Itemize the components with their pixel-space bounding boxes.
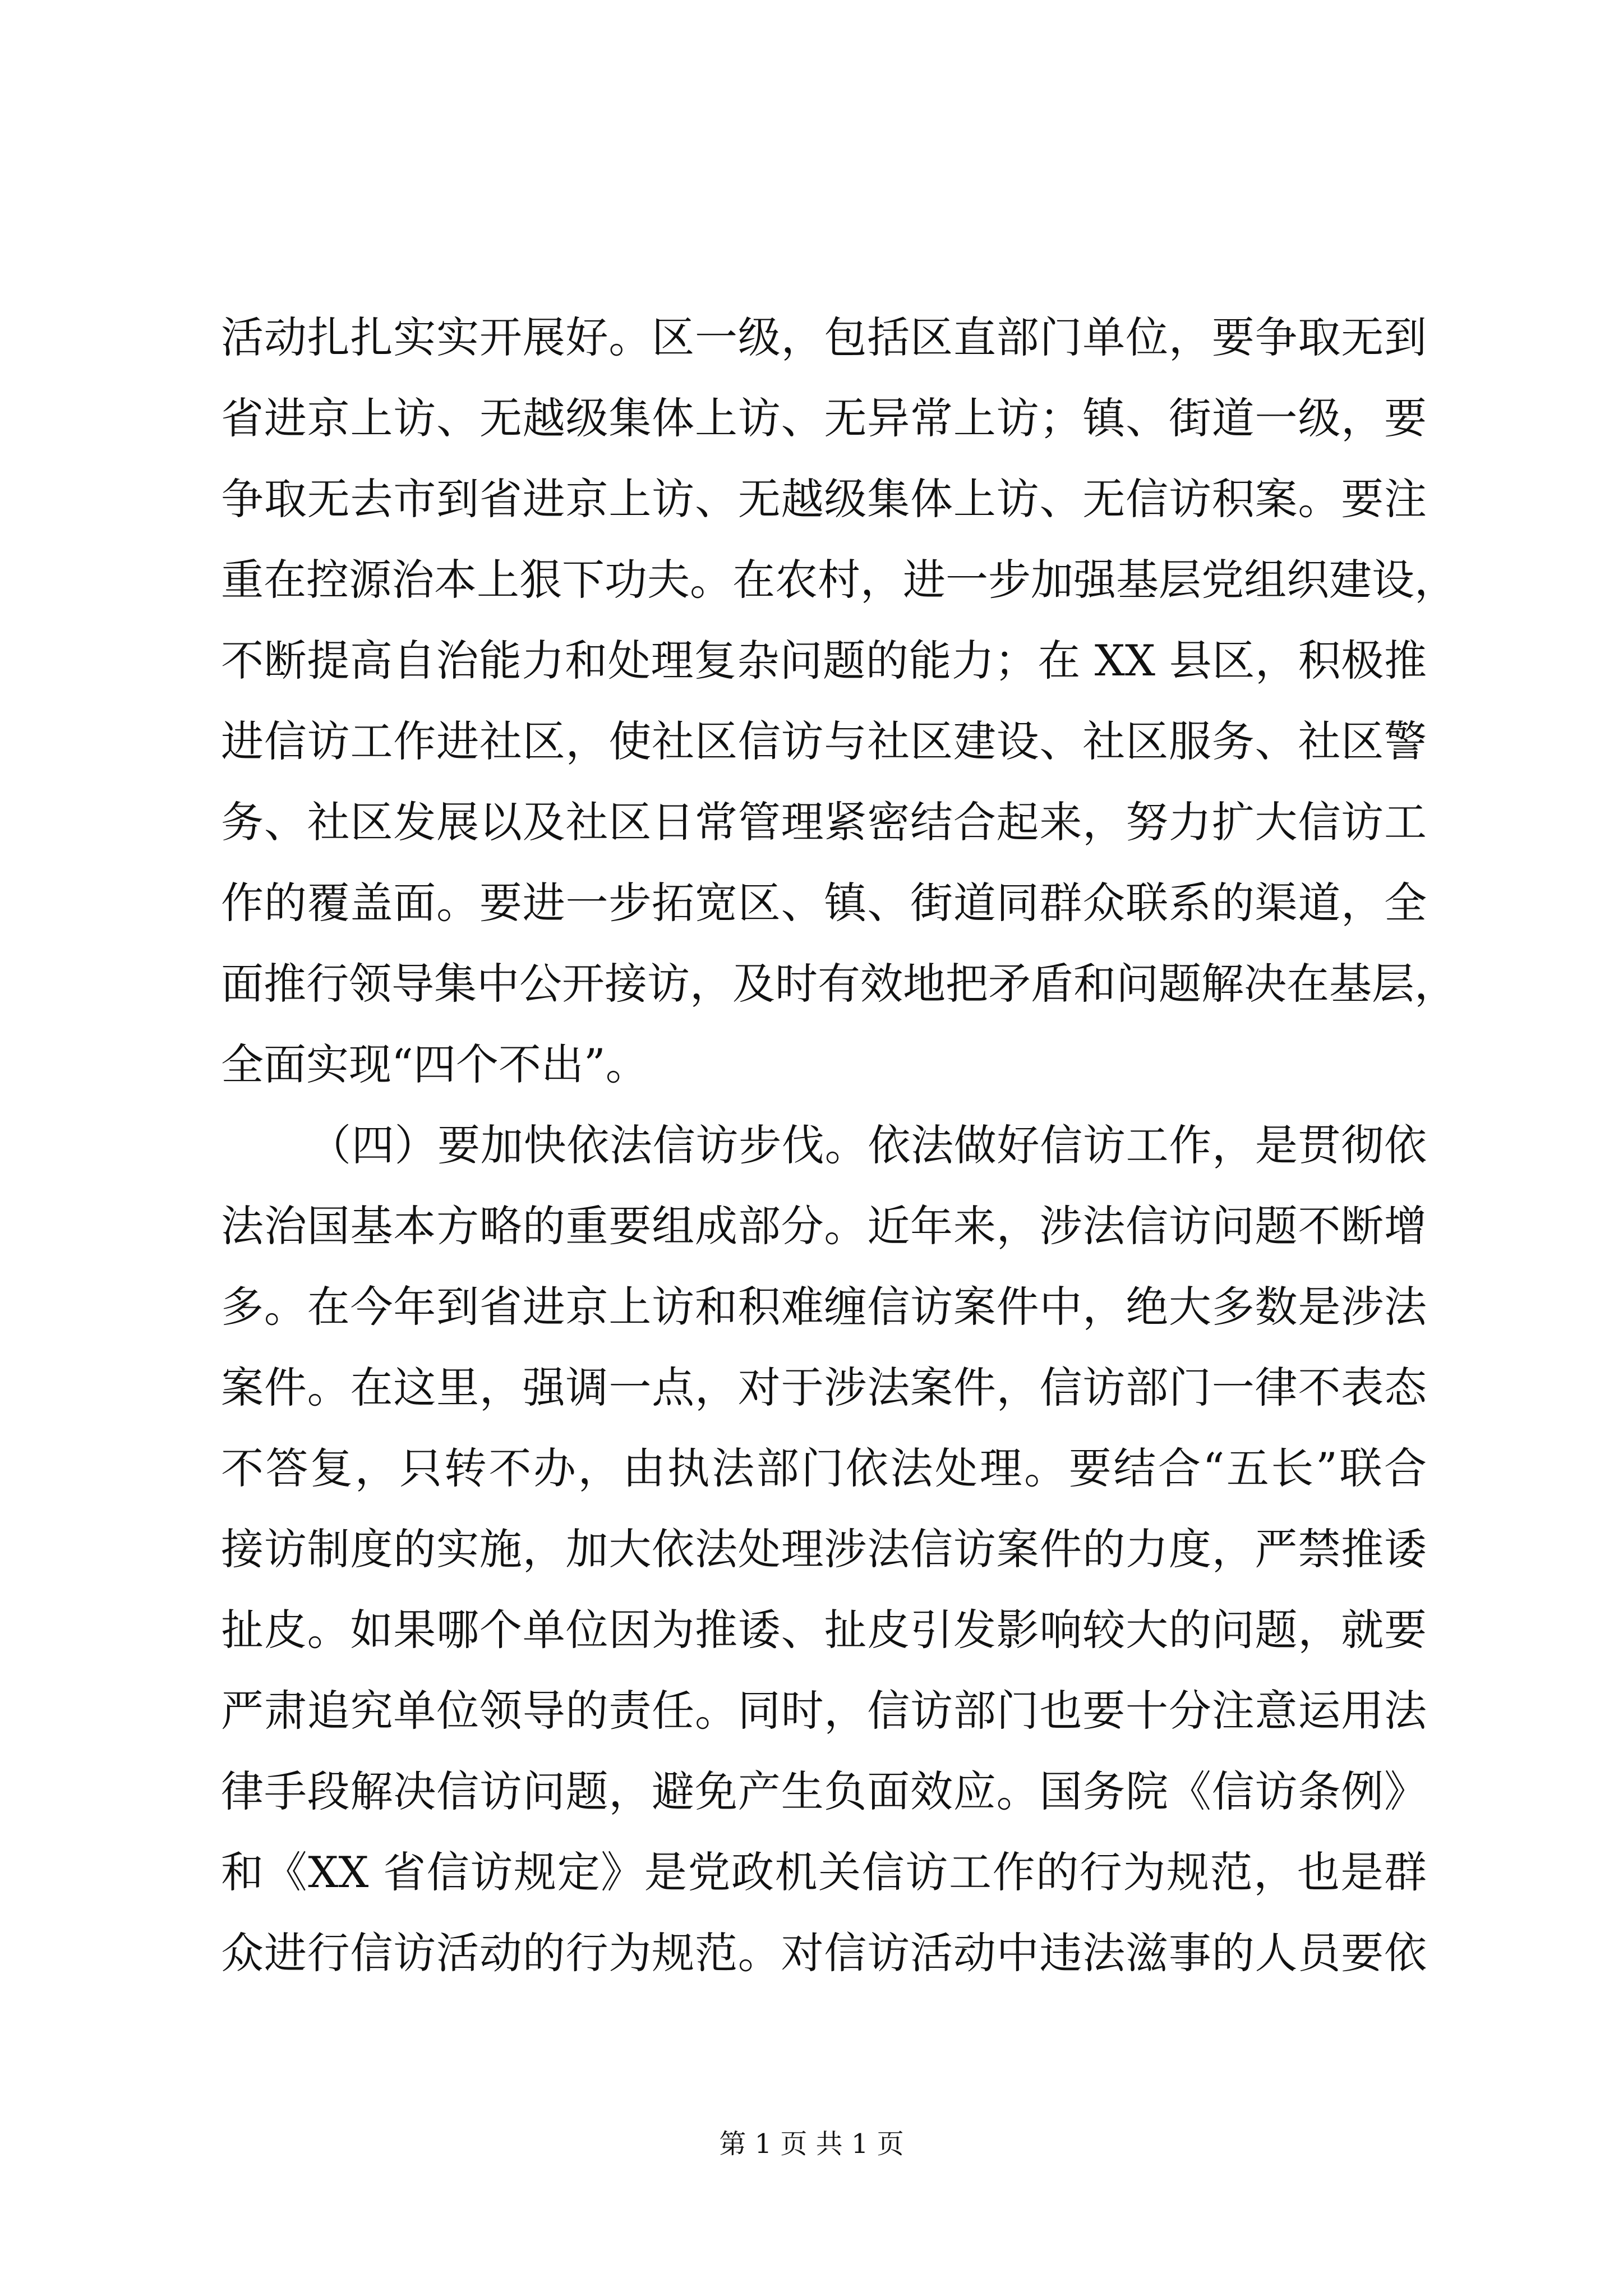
text-line: 面推行领导集中公开接访，及时有效地把矛盾和问题解决在基层， <box>221 959 1457 1009</box>
text-line: 作的覆盖面。要进一步拓宽区、镇、街道同群众联系的渠道，全 <box>221 878 1427 928</box>
section-heading-line: （四）要加快依法信访步伐。依法做好信访工作，是贯彻依 <box>308 1120 1427 1170</box>
text-line: 律手段解决信访问题，避免产生负面效应。国务院《信访条例》 <box>221 1766 1427 1816</box>
text-line: 扯皮。如果哪个单位因为推诿、扯皮引发影响较大的问题，就要 <box>221 1605 1427 1655</box>
text-line: 争取无去市到省进京上访、无越级集体上访、无信访积案。要注 <box>221 474 1427 524</box>
text-line: 接访制度的实施，加大依法处理涉法信访案件的力度，严禁推诿 <box>221 1524 1427 1574</box>
text-line: 省进京上访、无越级集体上访、无异常上访；镇、街道一级，要 <box>221 393 1427 443</box>
text-line: 不答复，只转不办，由执法部门依法处理。要结合“五长”联合 <box>221 1443 1427 1493</box>
text-line: 多。在今年到省进京上访和积难缠信访案件中，绝大多数是涉法 <box>221 1282 1427 1332</box>
text-line: 案件。在这里，强调一点，对于涉法案件，信访部门一律不表态 <box>221 1363 1427 1412</box>
text-line: 法治国基本方略的重要组成部分。近年来，涉法信访问题不断增 <box>221 1201 1427 1251</box>
text-line: 严肃追究单位领导的责任。同时，信访部门也要十分注意运用法 <box>221 1686 1427 1736</box>
text-line: 和《XX 省信访规定》是党政机关信访工作的行为规范，也是群 <box>221 1847 1427 1897</box>
body-text <box>221 297 1457 1994</box>
text-line: 全面实现“四个不出”。 <box>221 1039 648 1089</box>
text-line: 重在控源治本上狠下功夫。在农村，进一步加强基层党组织建设， <box>221 555 1457 605</box>
text-line: 务、社区发展以及社区日常管理紧密结合起来，努力扩大信访工 <box>221 797 1427 847</box>
text-line: 不断提高自治能力和处理复杂问题的能力；在 XX 县区，积极推 <box>221 636 1427 685</box>
text-line: 活动扎扎实实开展好。区一级，包括区直部门单位，要争取无到 <box>221 312 1427 362</box>
text-line: 进信访工作进社区，使社区信访与社区建设、社区服务、社区警 <box>221 716 1427 766</box>
page-footer: 第 1 页 共 1 页 <box>719 2128 904 2160</box>
text-line: 众进行信访活动的行为规范。对信访活动中违法滋事的人员要依 <box>221 1928 1427 1978</box>
